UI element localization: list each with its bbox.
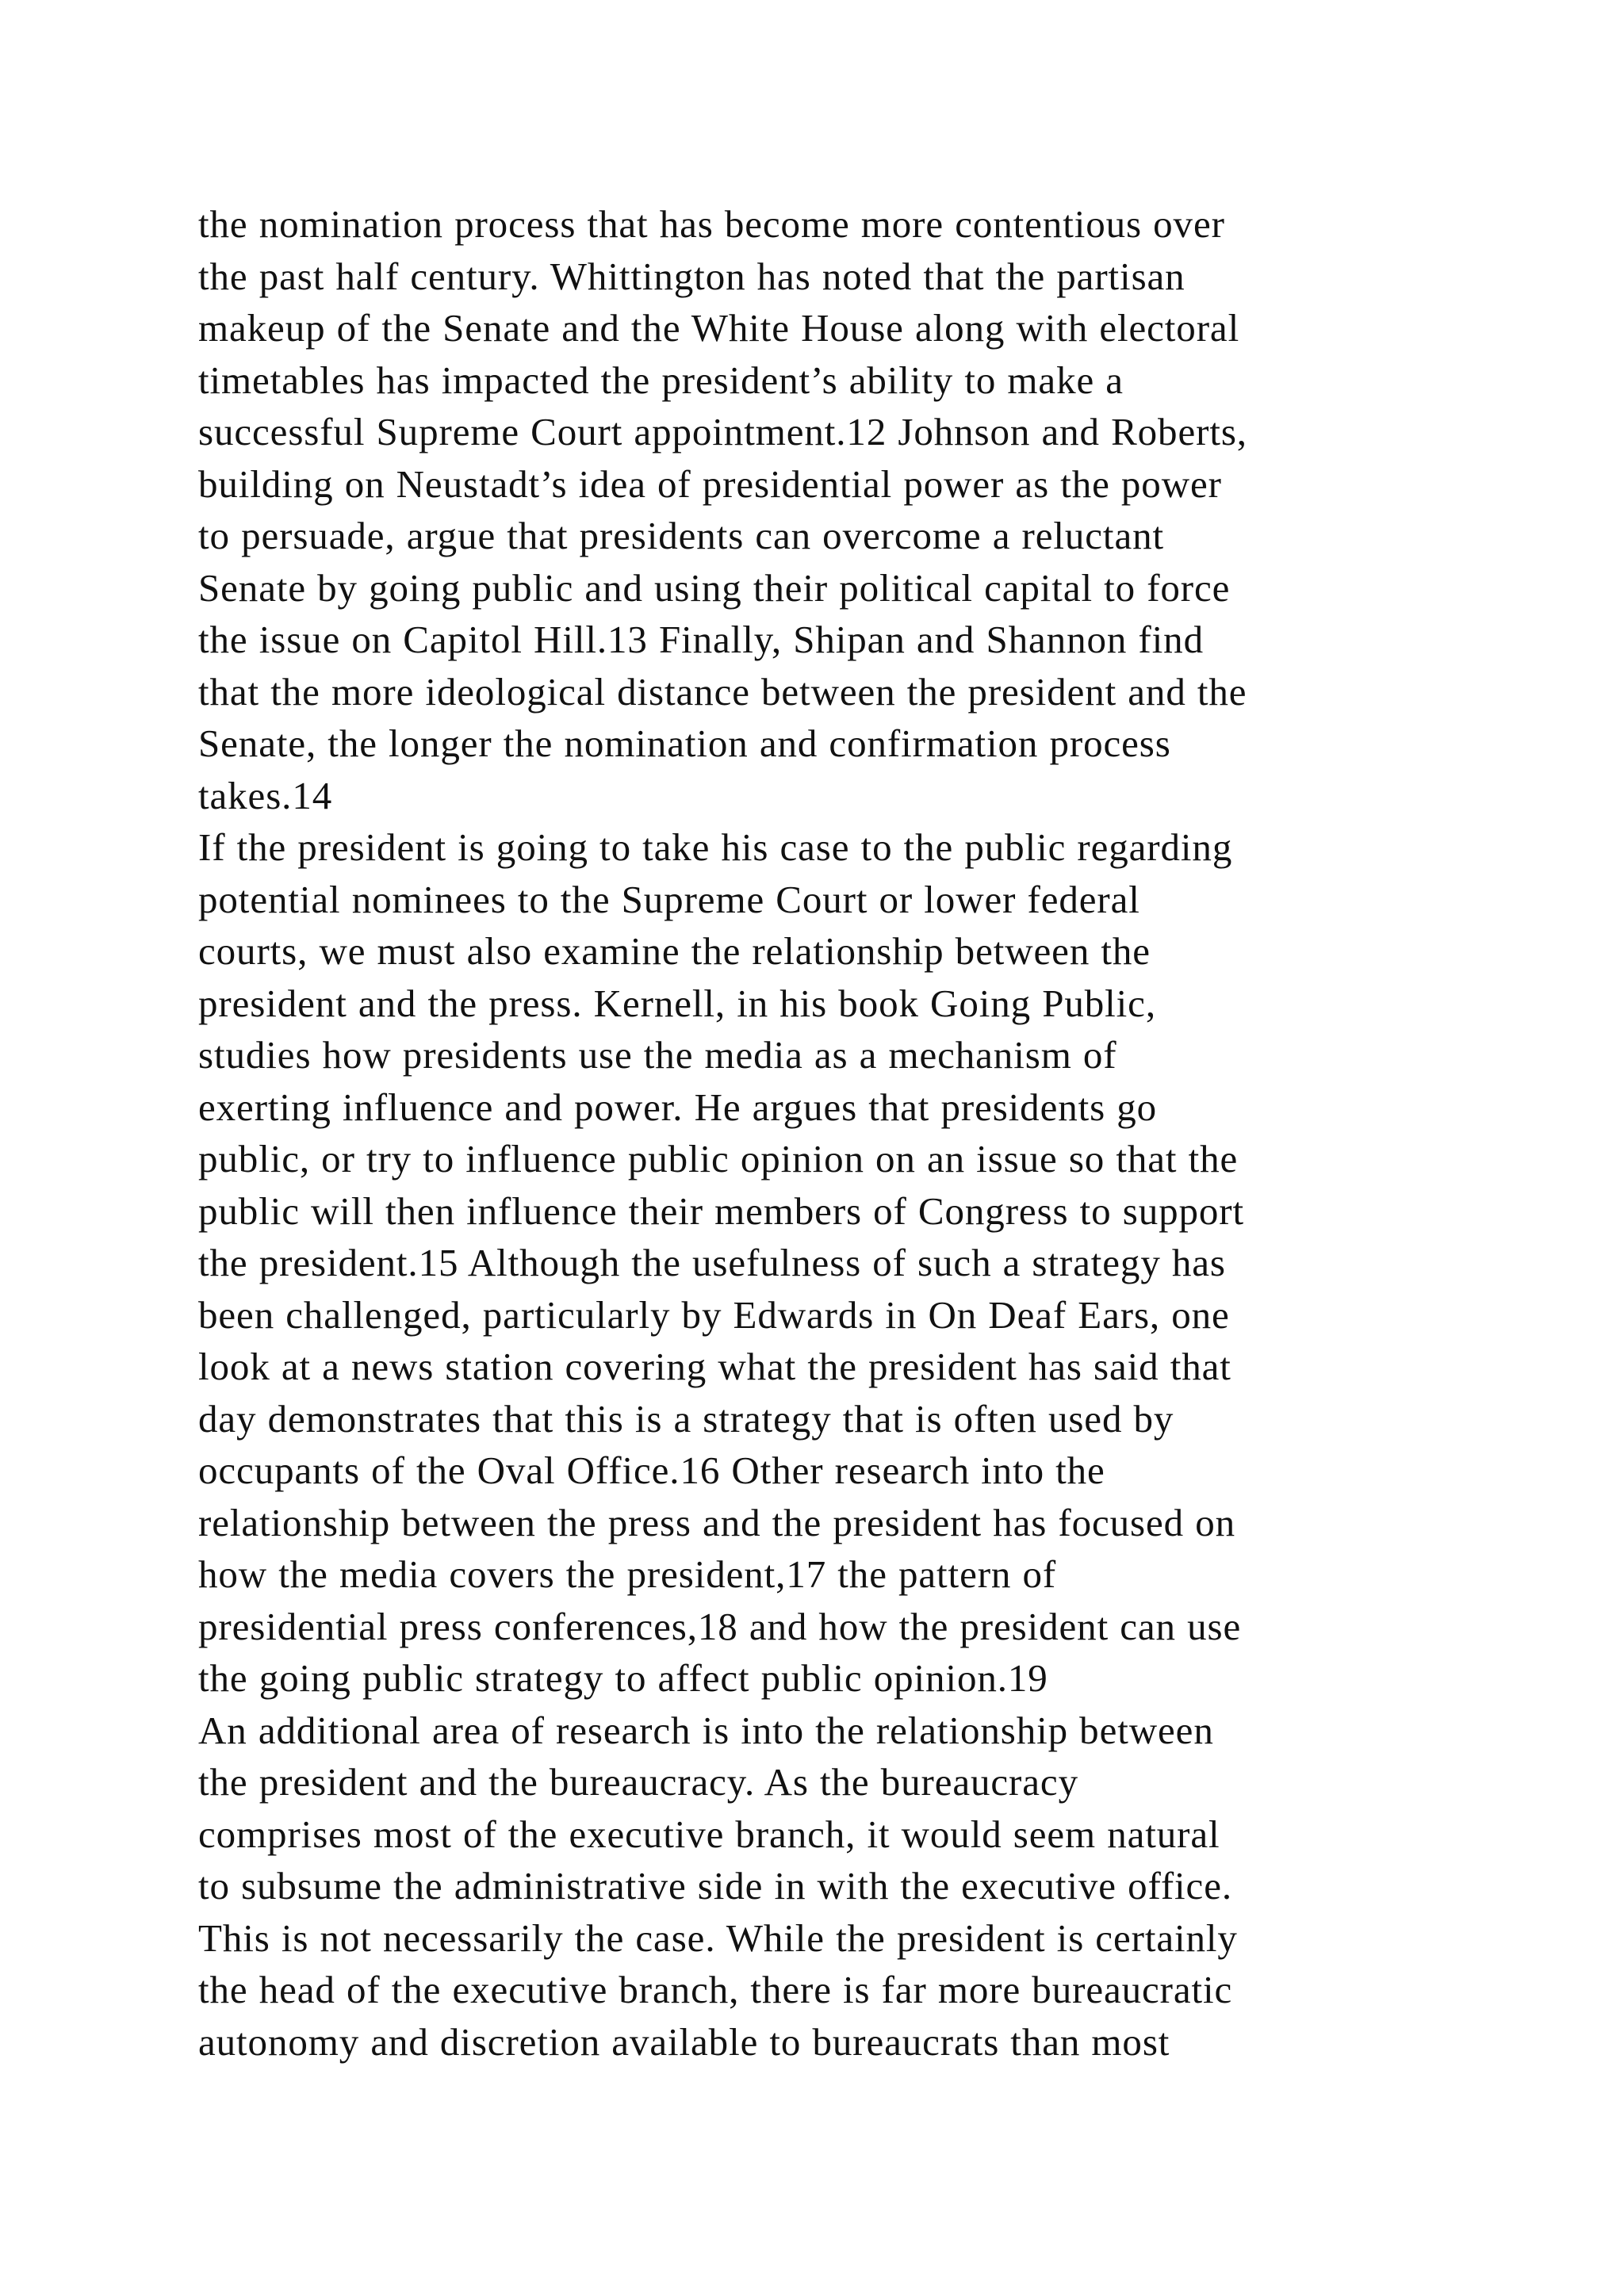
text-line: president and the press. Kernell, in his book Going Public,	[198, 981, 1156, 1025]
text-line: public will then influence their members of Congress to support	[198, 1188, 1245, 1233]
text-line: the president and the bureaucracy. As the bureaucracy	[198, 1760, 1078, 1804]
text-line: takes.14	[198, 773, 333, 817]
text-line: that the more ideological distance between the president and the	[198, 669, 1247, 714]
text-line: day demonstrates that this is a strategy that is often used by	[198, 1396, 1174, 1441]
text-line: the president.15 Although the usefulness of such a strategy has	[198, 1241, 1226, 1284]
text-line: courts, we must also examine the relationship between the	[198, 929, 1151, 973]
text-line: timetables has impacted the president’s ability to make a	[198, 358, 1124, 402]
text-line: look at a news station covering what the president has said that	[198, 1345, 1231, 1388]
text-line: successful Supreme Court appointment.12 Johnson and Roberts,	[198, 410, 1247, 453]
document-page	[198, 198, 1483, 2068]
text-line: exerting influence and power. He argues that presidents go	[198, 1085, 1158, 1129]
text-line: been challenged, particularly by Edwards in On Deaf Ears, one	[198, 1292, 1230, 1337]
text-line: Senate by going public and using their political capital to force	[198, 565, 1231, 610]
text-line: An additional area of research is into the relationship between	[198, 1708, 1214, 1752]
text-line: the issue on Capitol Hill.13 Finally, Shipan and Shannon find	[198, 618, 1204, 661]
text-line: to subsume the administrative side in with the executive office.	[198, 1864, 1232, 1908]
text-line: studies how presidents use the media as a mechanism of	[198, 1033, 1117, 1077]
text-line: how the media covers the president,17 the pattern of	[198, 1552, 1057, 1596]
text-line: the nomination process that has become more contentious over	[198, 202, 1225, 246]
text-line: the past half century. Whittington has noted that the partisan	[198, 254, 1185, 298]
text-line: This is not necessarily the case. While the president is certainly	[198, 1915, 1238, 1960]
text-line: public, or try to influence public opinion on an issue so that the	[198, 1137, 1239, 1181]
text-line: relationship between the press and the president has focused on	[198, 1500, 1236, 1544]
text-line: occupants of the Oval Office.16 Other research into the	[198, 1448, 1105, 1492]
text-line: building on Neustadt’s idea of presidential power as the power	[198, 461, 1222, 506]
text-line: to persuade, argue that presidents can overcome a reluctant	[198, 514, 1165, 557]
text-line: presidential press conferences,18 and how the president can use	[198, 1604, 1242, 1648]
text-line: potential nominees to the Supreme Court or lower federal	[198, 877, 1140, 921]
text-line: autonomy and discretion available to bureaucrats than most	[198, 2019, 1170, 2064]
text-line: comprises most of the executive branch, it would seem natural	[198, 1812, 1220, 1856]
text-line: Senate, the longer the nomination and confirmation process	[198, 721, 1171, 765]
text-line: If the president is going to take his case to the public regarding	[198, 825, 1233, 869]
text-line: makeup of the Senate and the White House along with electoral	[198, 306, 1240, 350]
text-line: the head of the executive branch, there is far more bureaucratic	[198, 1968, 1233, 2011]
text-line: the going public strategy to affect public opinion.19	[198, 1656, 1048, 1700]
